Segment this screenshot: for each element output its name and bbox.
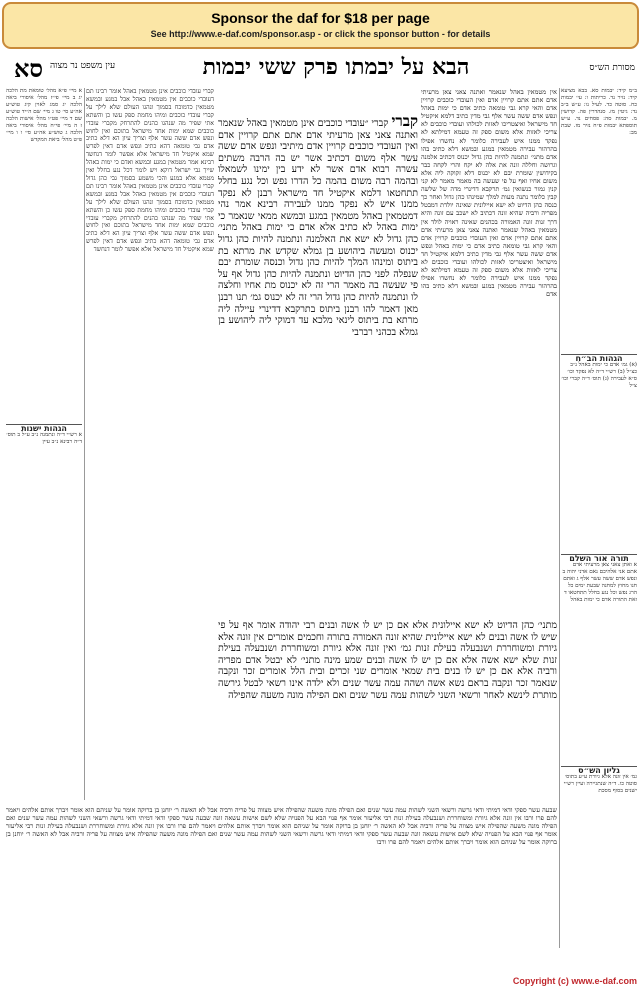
gemara-p1: קברי ״עובדי כוכבים אינן מטמאין באהל שנאמר ואתנה צאני צאן מרעיתי אדם אתם אתם קרויין אדם ואין העובדי כוכבים קרויין אדם מיתיבי ונפש אדם ששה עשר אלף משום דכתיב אשר יש בה הרבה משתים עשרה רבוא אדם אשר לא ידע בין ימינו לשמאלו ובהמה רבה משום בהמה כל הדרו נפש וכל נגע בחלל תתחטאו דלמא איקטיל חד מישראל רבנן לא נפקד ממנו איש לא נפקד ממנו לעבירה רבינא אמר נהי דמטמאין באהל מטמאין במגע ובמשא ממאי שנאמר כי ימות באהל לא כתיב אלא אדם כי ימות באהל (218, 118, 418, 234)
rashi-p1-repeat: אין מטמאין באהל שנאמר ואתנה צאני צאן מרעיתי אדם אתם אתם קרויין אדם ואין העובדי כוכבים קרויין אדם והאי קרא גבי טומאה כתיב אדם כי ימות באהל ונפש אדם ששה עשר אלף גבי מדין כתיב דלמא איקטיל חד מישראל ואיצטריכו לאזות לכולהו ועובדי כוכבים לא צריכי לאזות אלא משום ספק זה טעמא דמילתא לא נפקד ממנו איש לעבירה כלומר לא נחשדו אפילו בהרהור עבירה מטמאין במגע ובמשא דלא כתיב בהו אדם (421, 217, 557, 299)
hagahot-box (561, 354, 637, 555)
page-header (6, 54, 637, 84)
tosafot-column (86, 88, 214, 800)
rashi-p2: מתני׳ ונתמנה להיות כהן גדול יכנוס דכתיב אלמנה וגרושה וחללה זונה את אלה לא יקח והרי לקחה כבר בקידושין שומרת יבם לא יכנוס דלא זקוקה ליה אלא משום אחיו ואף על פי שעשה בה מאמר מאמר לא קני קנין גמור כנשואין (421, 152, 557, 194)
rashi-p3: גמ׳ תרקבא דדינרי מדה של שלשה קבין כלומר נתנה מעות למלך שמינהו כהן גדול ואחר כך כנסה (421, 185, 557, 210)
ein-mishpat-margin (6, 88, 82, 418)
hagahot-text: (א) גמ׳ אדם כי ימות באהל נ״ב כצ״ל (ב) רש״י ד״ה לא נפקד וכו׳ ס״א לעבירה (ג) תוס׳ ד״ה קברי וכו׳ צ״ל (561, 362, 637, 389)
page-title: הבא על יבמתו פרק ששי יבמות (202, 54, 470, 80)
torah-or-title: תורה אור השלם (569, 554, 629, 563)
ein-mishpat-label: עין משפט נר מצוה (50, 61, 116, 71)
mesorat-label: מסורת הש״ס (589, 63, 635, 73)
mesorat-notes: ב״מ קיד: יבמות סא. בבא מציעא קיד: נזיר נד. כריתות ו: עי׳ יבמות כח. סוטה כד. לעיל נו: ע״ש ב״ב נד: גיטין מז. סנהדרין פה. קדושין מ. יבמות סה: פסחים נד. ע״ש תוספתא יבמות פ״ח נזיר מז. שבת מב: (561, 88, 637, 136)
torah-or-box (561, 554, 637, 755)
divider-right (559, 88, 560, 948)
gemara-text-top (218, 116, 418, 616)
hagahot-yeshanot-box (6, 424, 82, 801)
tosafot-p3: רבינא אמר מטמאין במגע ובמשא ואדם כי ימות באהל שייך גבי ישראל דוקא ויש לומר דכל נגע בחלל ואין מטמא אלא במגע והכי משמע בסמוך גבי כהן גדול (86, 159, 214, 182)
sponsor-banner[interactable] (2, 2, 639, 49)
footer-line1: שבעה עשר ספקי ודאי דמיתי ודאי גרשה ורשאי השני לשהות עמה עשר שנים ואם הפילה מונה משעה שהפילה איש מצווה על פריה ורביה אבל לא האשה ר׳ יוחנן בן ברוקה אומר על שניהם הוא אומר ויברך אותם אלהים ויאמר להם פרו ורבו (6, 806, 557, 823)
hagahot-yeshanot-title: הגהות ישנות (21, 424, 67, 433)
sponsor-title[interactable]: Sponsor the daf for $18 per page (211, 10, 430, 26)
rashi-column (421, 88, 557, 618)
footer-line1-repeat: שבעה עשר ספקי ודאי דמיתי ודאי גרשה ורשאי השני לשהות עמה עשר שנים ואם הפילה מונה משעה שהפילה איש מצווה על פריה ורביה אבל לא האשה ר׳ יוחנן בן ברוקה אומר על שניהם הוא אומר ויברך אותם אלהים ויאמר להם פרו ורבו (6, 814, 557, 831)
footer-line2-repeat: אין זונה אלא גיורת ומשוחררת ושנבעלה בעילת זנות רבי אליעזר אומר אף פנוי הבא על הפנויה שלא לשם אישות עשאה זונה (6, 822, 557, 839)
rashi-p1: אין מטמאין באהל שנאמר ואתנה צאני צאן מרעיתי אדם אתם אתם קרויין אדם ואין העובדי כוכבים קרויין אדם והאי קרא גבי טומאה כתיב אדם כי ימות באהל ונפש אדם ששה עשר אלף גבי מדין כתיב דלמא איקטיל חד מישראל ואיצטריכו לאזות לכולהו ועובדי כוכבים לא צריכי לאזות אלא משום ספק זה טעמא דמילתא לא נפקד ממנו איש לעבירה כלומר לא נחשדו אפילו בהרהור עבירה מטמאין במגע ובמשא דלא כתיב בהו אדם (421, 88, 557, 161)
hagahot-yeshanot-text: א רש״י ד״ה ונתמנה נ״ב ע״ל ב תוס׳ ד״ה רבינא נ״ב עיין (6, 432, 82, 445)
talmud-page (6, 54, 637, 972)
tosafot-p1-repeat: קברי עובדי כוכבים אינן מטמאין באהל אומר רבינו תם דעובדי כוכבים אין מטמאין באהל אבל במגע ובמשא מטמאין כדמוכח בסמוך ונהגו העולם שלא לילך על קברי עובדי כוכבים ומיהו מחמת ספק עשו כן והשתא אתי שפיר מה שנהגו כהנים להתרחק מקברי עובדי כוכבים שמא ימות אחד מישראל בתוכם ואין לחוש (86, 182, 214, 230)
ein-mishpat-notes: א מיי׳ פ״א מהל׳ טומאת מת הלכה יג ב מיי׳ פי״ז מהל׳ איסורי ביאה הלכה יג סמג לאוין קיג טוש״ע אה״ע סי׳ טו ג מיי׳ שם ה״יד טוש״ע שם ד מיי׳ פט״ו מהל׳ אישות הלכה ז ה מיי׳ פי״ח מהל׳ איסורי ביאה הלכה ג טוש״ע אה״ע סי׳ ו ו מיי׳ פ״ט מהל׳ ביאת המקדש (6, 88, 82, 143)
gilyon-title: גליון הש״ס (578, 766, 620, 775)
footer-line2: אין זונה אלא גיורת ומשוחררת ושנבעלה בעילת זנות רבי אליעזר אומר אף פנוי הבא על הפנויה שלא לשם אישות עשאה זונה (213, 814, 522, 823)
tosafot-p2-repeat: ונפש אדם ששה עשר אלף וצריך עיון הא דלא כתיב אדם גבי טומאה דהא כתיב ונפש אדם דאין לפרש שמא איקטיל חד מישראל אלא אפשר לומר דנחשד (86, 230, 214, 254)
gilyon-box (561, 766, 637, 947)
gemara-text-wide (218, 620, 557, 800)
tosafot-p1: קברי עובדי כוכבים אינן מטמאין באהל אומר רבינו תם דעובדי כוכבים אין מטמאין באהל אבל במגע ובמשא מטמאין כדמוכח בסמוך ונהגו העולם שלא לילך על קברי עובדי כוכבים ומיהו מחמת ספק עשו כן והשתא אתי שפיר מה שנהגו כהנים להתרחק מקברי עובדי כוכבים שמא ימות אחד מישראל בתוכם ואין לחוש (86, 88, 214, 135)
sponsor-subtitle[interactable]: See http://www.e-daf.com/sponsor.asp - or click the sponsor button - for details (150, 29, 491, 39)
footer-line1-repeat2: שבעה עשר ספקי ודאי דמיתי ודאי גרשה ורשאי השני לשהות עמה עשר שנים ואם הפילה מונה משעה שהפילה איש מצווה על פריה ורביה אבל לא האשה ר׳ יוחנן בן ברוקה אומר על שניהם הוא אומר ויברך אותם אלהים ויאמר להם פרו ורבו (6, 830, 557, 847)
gemara-p4: מתני׳ כהן הדיוט לא ישא איילונית אלא אם כן יש לו אשה ובנים רבי יהודה אומר אף על פי שיש לו אשה ובנים לא ישא איילונית שהיא זונה האמורה בתורה וחכמים אומרים אין זונה אלא גיורת ומשוחררת ושנבעלה בעילת זנות (218, 620, 557, 655)
gemara-p2: מתני׳ כהן גדול לא ישא את האלמנה ונתמנה להיות כהן גדול יכנוס ומעשה ביהושע בן גמלא שקדש את מרתא בת ביתוס ומינהו המלך להיות כהן גדול וכנסה שומרת יבם שנפלה לפני כהן הדיוט ונתמנה להיות כהן גדול אף על פי שעשה בה מאמר הרי זה לא יכנוס מת אחיו וחלצה לו ונתמנה להיות כהן גדול הרי זה לא יכנוס (218, 222, 418, 303)
gemara-opening-word: קברי (391, 116, 418, 130)
bottom-commentary (6, 806, 557, 954)
rashi-p4: כהן הדיוט לא ישא איילונית שאינה יולדת דמבטל מפריה ורביה שהיא זונה דכתיב לא ישכב עם זונה והיא דרך זנות זונה האמורה בכהנים שאינה ראויה לולד (421, 201, 557, 226)
gemara-p3: גמ׳ תנו רבנן מאן דאמר להו רבנן ביתוס בתרקבא דדינרי עיילה ליה מרתא בת ביתוס לינאי מלכא עד דמוקי ליה ליהושע בן גמלא בכהני רברבי (218, 291, 418, 338)
copyright-link[interactable]: Copyright (c) www.e-daf.com (512, 976, 637, 986)
gemara-p5: גמ׳ ואין זונה אלא גיורת ומשוחררת ושנבעלה בעילת זנות שלא ישא אשה אלא אם כן יש לו אשה ובנים שמע מינה (218, 643, 557, 666)
tosafot-p2: ונפש אדם ששה עשר אלף וצריך עיון הא דלא כתיב אדם גבי טומאה דהא כתיב ונפש אדם דאין לפרש שמא איקטיל חד מישראל אלא אפשר לומר דנחשד (86, 135, 214, 159)
torah-or-text: א ואתן צאני צאן מרעיתי אדם אתם אני אלהיכם נאם אדני יהוה ב ונפש אדם ששה עשר אלף ג ואתם חנו מחוץ למחנה שבעת ימים כל הרג נפש וכל נגע בחלל תתחטאו ד זאת התורה אדם כי ימות באהל (562, 562, 637, 603)
divider-left (84, 88, 85, 800)
gemara-p6: מתני׳ לא יבטל אדם מפריה ורביה אלא אם כן יש לו בנים בית שמאי אומרים שני זכרים ובית הלל אומרים זכר ונקבה שנאמר זכר ונקבה בראם נשא אשה ושהה עמה עשר שנים ולא ילדה אינו רשאי לבטל גירשה מותרת לינשא לאחר ורשאי השני לשהות עמה עשר שנים ואם הפילה מונה משעה שהפילה (218, 654, 557, 701)
daf-number: סא (14, 54, 44, 83)
gilyon-text: גמ׳ אין זונה אלא גיורת ע״ע בתוס׳ סוטה כו. ד״ה שנתגיירה ועיין רש״י ישנים בסוף מסכת (563, 774, 637, 794)
hagahot-title: הגהות הב״ח (575, 354, 623, 363)
